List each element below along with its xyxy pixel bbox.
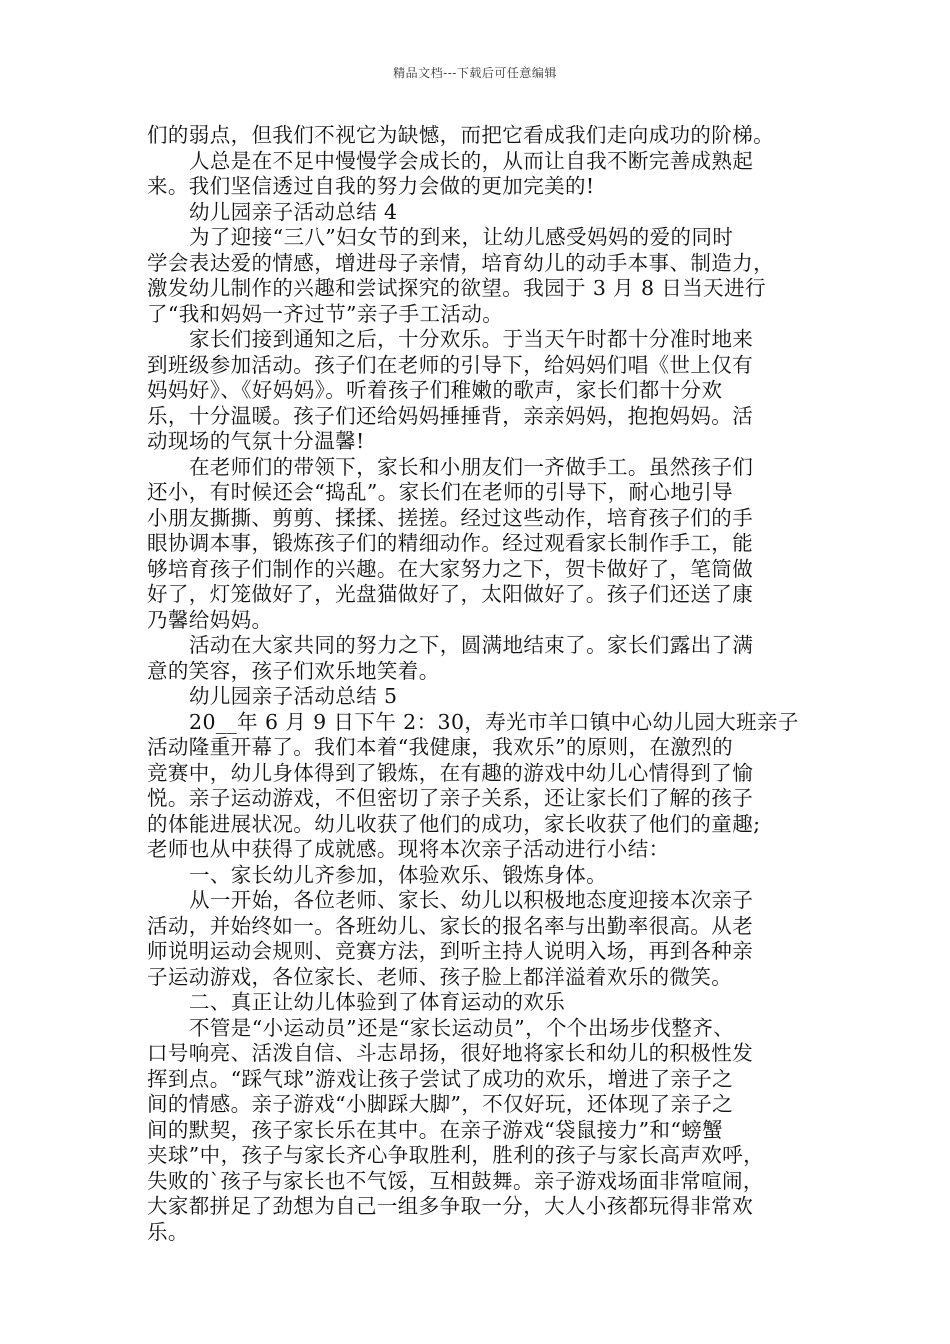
text-line: 从一开始，各位老师、家长、幼儿以积极地态度迎接本次亲子 — [189, 888, 754, 912]
text-line: 好了，灯笼做好了，光盘猫做好了，太阳做好了。孩子们还送了康 — [147, 582, 754, 606]
text-line: 挥到点。“踩气球”游戏让孩子尝试了成功的欢乐，增进了亲子之 — [147, 1066, 734, 1091]
text-line: 小朋友撕撕、剪剪、揉揉、搓搓。经过这些动作，培育孩子们的手 — [147, 505, 754, 530]
text-line: 够培育孩子们制作的兴趣。在大家努力之下，贺卡做好了，笔筒做 — [147, 556, 754, 581]
text-line: 的体能进展状况。幼儿收获了他们的成功，家长收获了他们的童趣; — [147, 811, 761, 836]
text-line: 乐，十分温暖。孩子们还给妈妈捶捶背，亲亲妈妈，抱抱妈妈。活 — [147, 403, 754, 428]
text-line: 在老师们的带领下，家长和小朋友们一齐做手工。虽然孩子们 — [189, 454, 754, 479]
text-line: 口号响亮、活泼自信、斗志昂扬，很好地将家长和幼儿的积极性发 — [147, 1041, 754, 1065]
text-line: 活动隆重开幕了。我们本着“我健康，我欢乐”的原则，在激烈的 — [147, 735, 734, 759]
text-line: 活动，并始终如一。各班幼儿、家长的报名率与出勤率很高。从老 — [147, 913, 754, 938]
text-line: 一、家长幼儿齐参加，体验欢乐、锻炼身体。 — [189, 862, 607, 887]
text-line: 间的默契，孩子家长乐在其中。在亲子游戏“袋鼠接力”和“螃蟹 — [147, 1117, 724, 1142]
text-line: 二、真正让幼儿体验到了体育运动的欢乐 — [189, 990, 566, 1014]
text-line: 意的笑容，孩子们欢乐地笑着。 — [147, 658, 440, 683]
text-line: 了“我和妈妈一齐过节”亲子手工活动。 — [147, 301, 504, 326]
text-line: 激发幼儿制作的兴趣和尝试探究的欲望。我园于 3 月 8 日当天进行 — [147, 276, 766, 300]
document-body — [147, 123, 812, 1245]
text-line: 还小，有时候还会“捣乱”。家长们在老师的引导下，耐心地引导 — [147, 480, 734, 504]
text-line: 到班级参加活动。孩子们在老师的引导下，给妈妈们唱《世上仅有 — [147, 352, 754, 377]
text-line: 悦。亲子运动游戏，不但密切了亲子关系，还让家长们了解的孩子 — [147, 786, 754, 810]
text-line: 夹球”中，孩子与家长齐心争取胜利，胜利的孩子与家长高声欢呼， — [147, 1143, 764, 1167]
text-line: 间的情感。亲子游戏“小脚踩大脚”，不仅好玩，还体现了亲子之 — [147, 1092, 734, 1116]
text-line: 乃馨给妈妈。 — [147, 607, 273, 632]
text-line: 不管是“小运动员”还是“家长运动员”，个个出场步伐整齐、 — [189, 1015, 735, 1040]
text-line: 家长们接到通知之后，十分欢乐。于当天午时都十分准时地来 — [189, 327, 754, 351]
text-line: 幼儿园亲子活动总结 5 — [189, 684, 398, 708]
text-line: 子运动游戏，各位家长、老师、孩子脸上都洋溢着欢乐的微笑。 — [147, 964, 733, 989]
text-line: 幼儿园亲子活动总结 4 — [189, 199, 398, 224]
text-line: 乐。 — [147, 1219, 189, 1244]
text-line: 眼协调本事，锻炼孩子们的精细动作。经过观看家长制作手工，能 — [147, 531, 754, 555]
text-line: 失败的`孩子与家长也不气馁，互相鼓舞。亲子游戏场面非常喧闹， — [147, 1168, 764, 1193]
page-header: 精品文档---下载后可任意编辑 — [393, 66, 557, 80]
text-line: 师说明运动会规则、竞赛方法，到听主持人说明入场，再到各种亲 — [147, 939, 754, 963]
text-line: 活动在大家共同的努力之下，圆满地结束了。家长们露出了满 — [189, 633, 754, 657]
text-line: 们的弱点，但我们不视它为缺憾，而把它看成我们走向成功的阶梯。 — [147, 123, 774, 147]
text-line: 20__年 6 月 9 日下午 2：30，寿光市羊口镇中心幼儿园大班亲子 — [189, 709, 799, 734]
text-line: 老师也从中获得了成就感。现将本次亲子活动进行小结： — [147, 837, 670, 861]
text-line: 为了迎接“三八”妇女节的到来，让幼儿感受妈妈的爱的同时 — [189, 225, 734, 249]
text-line: 妈妈好》、《好妈妈》。听着孩子们稚嫩的歌声，家长们都十分欢 — [147, 378, 723, 402]
text-line: 竞赛中，幼儿身体得到了锻炼，在有趣的游戏中幼儿心情得到了愉 — [147, 760, 754, 785]
text-line: 动现场的气氛十分温馨! — [147, 429, 365, 453]
text-line: 学会表达爱的情感，增进母子亲情，培育幼儿的动手本事、制造力， — [147, 250, 774, 275]
text-line: 人总是在不足中慢慢学会成长的，从而让自我不断完善成熟起 — [189, 148, 754, 173]
text-line: 大家都拼足了劲想为自己一组多争取一分，大人小孩都玩得非常欢 — [147, 1194, 754, 1218]
text-line: 来。我们坚信透过自我的努力会做的更加完美的! — [147, 174, 595, 198]
